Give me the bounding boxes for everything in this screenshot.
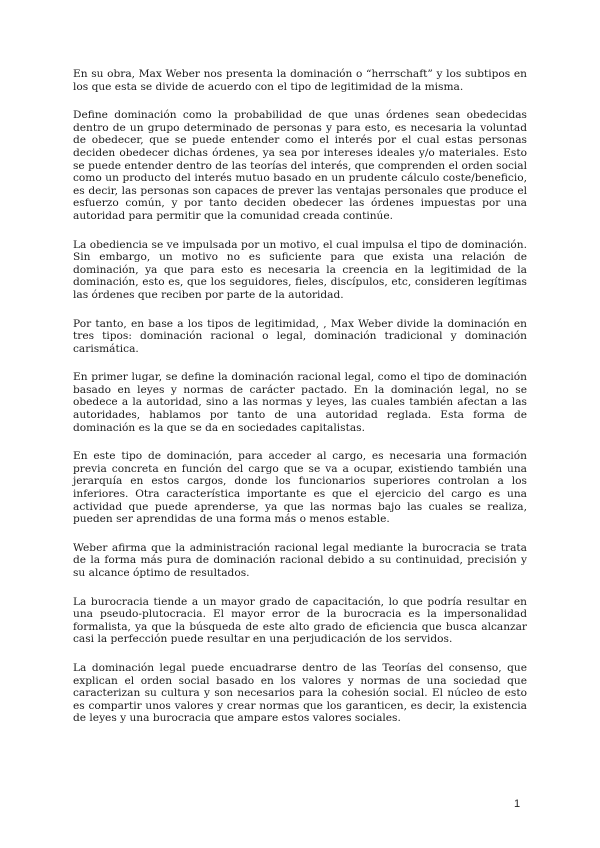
paragraph-acceso-cargo: En este tipo de dominación, para acceder al cargo, es necesaria una formación previa concreta en función del cargo que se va a ocupar, existiendo también una jerarquía en estos cargos, donde los funcionarios superiores controlan a los inferiores. Otra característica importante es que el ejercicio del cargo es una actividad que puede aprenderse, ya que las normas bajo las cuales se realiza, pueden ser aprendidas de una forma más o menos estable. — [73, 450, 527, 526]
paragraph-dominacion-definition: Define dominación como la probabilidad de que unas órdenes sean obedecidas dentro de un grupo determinado de personas y para esto, es necesaria la voluntad de obedecer, que se puede entender como el interés por el cual estas personas deciden obedecer dichas órdenes, ya sea por intereses ideales y/o materiales. Esto se puede entender dentro de las teorías del interés, que comprenden el orden social como un producto del interés mutuo basado en un prudente cálculo coste/beneficio, es decir, las personas son capaces de prever las ventajas personales que produce el esfuerzo común, y por tanto deciden obedecer las órdenes impuestas por una autoridad para permitir que la comunidad creada continúe. — [73, 109, 528, 222]
paragraph-weber-burocracia: Weber afirma que la administración racional legal mediante la burocracia se trata de la forma más pura de dominación racional debido a su continuidad, precisión y su alcance óptimo de resultados. — [73, 541, 527, 579]
paragraph-burocracia-capacitacion: La burocracia tiende a un mayor grado de capacitación, lo que podría resultar en una pseudo-plutocracia. El mayor error de la burocracia es la impersonalidad formalista, ya que la búsqueda de este alto grado de eficiencia que busca alcanzar casi la perfección puede resultar en una perjudicación de los servidos. — [73, 595, 527, 646]
paragraph-teorias-consenso: La dominación legal puede encuadrarse dentro de las Teorías del consenso, que explican el orden social basado en los valores y normas de una sociedad que caracterizan su cultura y son necesarios para la cohesión social. El núcleo de esto es compartir unos valores y crear normas que los garanticen, es decir, la existencia de leyes y una burocracia que ampare estos valores sociales. — [73, 661, 527, 725]
paragraph-obediencia: La obediencia se ve impulsada por un motivo, el cual impulsa el tipo de dominación. Sin embargo, un motivo no es suficiente para que exista una relación de dominación, ya que para esto es necesaria la creencia en la legitimidad de la dominación, esto es, que los seguidores, fieles, discípulos, etc, consideren legítimas las órdenes que reciben por parte de la autoridad. — [73, 238, 527, 301]
page-number: 1 — [514, 798, 521, 810]
document-body — [73, 68, 527, 741]
paragraph-intro: En su obra, Max Weber nos presenta la dominación o “herrschaft” y los subtipos en los que esta se divide de acuerdo con el tipo de legitimidad de la misma. — [73, 68, 527, 93]
paragraph-racional-legal: En primer lugar, se define la dominación racional legal, como el tipo de dominación basado en leyes y normas de carácter pactado. En la dominación legal, no se obedece a la autoridad, sino a las normas y leyes, las cuales también afectan a las autoridades, hablamos por tanto de una autoridad reglada. Esta forma de dominación es la que se da en sociedades capitalistas. — [73, 371, 527, 434]
paragraph-tipos-legitimidad: Por tanto, en base a los tipos de legitimidad, , Max Weber divide la dominación en tres tipos: dominación racional o legal, dominación tradicional y dominación carismática. — [73, 317, 527, 355]
